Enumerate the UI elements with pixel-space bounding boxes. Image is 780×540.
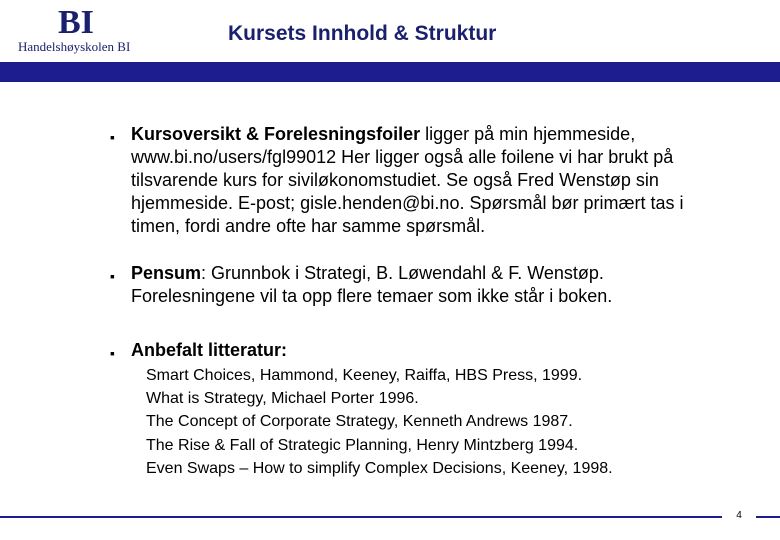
reference-item: The Rise & Fall of Strategic Planning, Henry Mintzberg 1994. [146, 436, 579, 454]
bullet-recommended-literature [110, 339, 720, 362]
footer-line [0, 516, 780, 518]
bullet-pensum [110, 262, 720, 308]
bullet-square-icon: ▪ [110, 345, 115, 361]
bi-logo [18, 6, 148, 56]
bullet-lead: Pensum [131, 263, 202, 283]
logo-text: Handelshøyskolen BI [18, 39, 131, 54]
reference-item: What is Strategy, Michael Porter 1996. [146, 390, 419, 408]
header-band [0, 62, 780, 82]
reference-list [146, 364, 613, 480]
bi-logo-mark [58, 6, 102, 36]
reference-item: The Concept of Corporate Strategy, Kenneth Andrews 1987. [146, 413, 573, 431]
reference-item: Smart Choices, Hammond, Keeney, Raiffa, HBS Press, 1999. [146, 367, 583, 384]
bullet-square-icon: ▪ [110, 268, 115, 284]
page-number: 4 [722, 508, 756, 524]
page-title: Kursets Innhold & Struktur [228, 22, 497, 45]
bullet-square-icon: ▪ [110, 129, 115, 145]
svg-text:BI: BI [58, 6, 94, 36]
reference-item: Even Swaps – How to simplify Complex Decisions, Keeney, 1998. [146, 459, 613, 477]
bullet-lead: Kursoversikt & Forelesningsfoiler [131, 124, 421, 144]
bullet-course-overview [110, 123, 720, 238]
bullet-text: ligger på min hjemmeside, www.bi.no/users/fgl99012 Her ligger også alle foilene vi har brukt på tilsvarende kurs for siviløkonomstudiet. Se også Fred Wenstøp sin hjemmeside. E-post; gisle.henden@bi.no. Spørsmål bør primært tas i timen, fordi andre ofte har samme spørsmål. [131, 124, 684, 236]
bullet-lead: Anbefalt litteratur: [131, 340, 288, 360]
bullet-text: : Grunnbok i Strategi, B. Løwendahl & F. Wenstøp. Forelesningene vil ta opp flere temaer som ikke står i boken. [131, 263, 613, 306]
